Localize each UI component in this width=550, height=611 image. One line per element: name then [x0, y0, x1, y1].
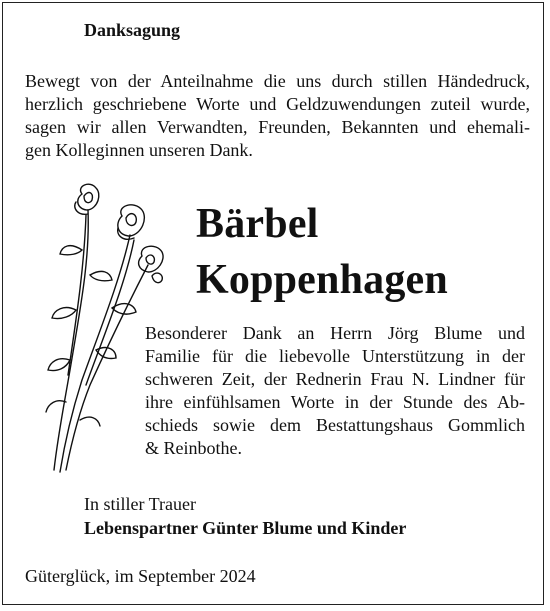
deceased-first-name: Bärbel [196, 201, 319, 247]
grief-line: In stiller Trauer [84, 494, 196, 514]
intro-line: gen Kolleginnen unseren Dank. [25, 140, 253, 160]
intro-line: Bewegt von der Anteilnahme die uns durch stillen Händedruck, [25, 71, 530, 91]
intro-paragraph [25, 70, 530, 162]
notice-heading: Danksagung [84, 20, 181, 40]
thanks-line: schweren Zeit, der Rednerin Frau N. Lindner für [145, 369, 525, 389]
intro-line: sagen wir allen Verwandten, Freunden, Bekannten und ehemali- [25, 117, 530, 137]
family-signature: Lebenspartner Günter Blume und Kinder [84, 518, 407, 538]
deceased-name [196, 196, 448, 308]
thanks-line: ihre einfühlsamen Worte in der Stunde des Ab- [145, 392, 525, 412]
thanks-line: schieds sowie dem Bestattungshaus Gommlich [145, 415, 525, 435]
place-and-date: Güterglück, im September 2024 [25, 566, 256, 586]
thanks-line: Familie für die liebevolle Unterstützung in der [145, 346, 525, 366]
thanks-paragraph [145, 322, 525, 460]
intro-line: herzlich geschriebene Worte und Geldzuwendungen zuteil wurde, [25, 94, 530, 114]
thanks-line: & Reinbothe. [145, 438, 242, 458]
thanks-line: Besonderer Dank an Herrn Jörg Blume und [145, 323, 525, 343]
deceased-last-name: Koppenhagen [196, 257, 448, 303]
